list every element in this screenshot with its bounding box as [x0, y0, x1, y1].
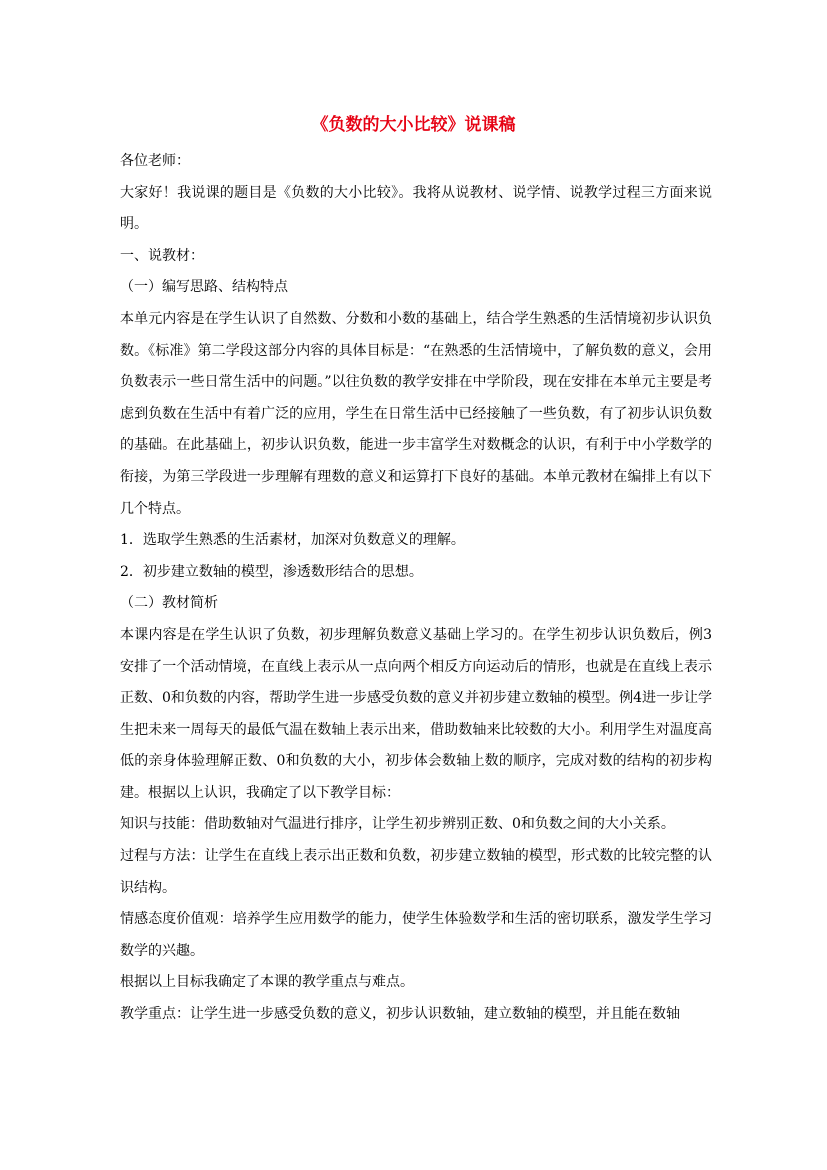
paragraph-focus-intro: 根据以上目标我确定了本课的教学重点与难点。	[120, 974, 414, 991]
list-item-2: 2．初步建立数轴的模型，渗透数形结合的思想。	[120, 563, 423, 580]
paragraph-intro: 大家好！我说课的题目是《负数的大小比较》。我将从说教材、说学情、说教学过程三方面来说明。	[120, 184, 712, 233]
list-item-1: 1．选取学生熟悉的生活素材，加深对负数意义的理解。	[120, 532, 465, 549]
paragraph-lesson-content: 本课内容是在学生认识了负数，初步理解负数意义基础上学习的。在学生初步认识负数后，例3安排了一个活动情境，在直线上表示从一点向两个相反方向运动后的情形，也就是在直线上表示正数、0和负数的内容，帮助学生进一步感受负数的意义并初步建立数轴的模型。例4进一步让学生把未来一周每天的最低气温在数轴上表示出来，借助数轴来比较数的大小。利用学生对温度高低的亲身体验理解正数、0和负数的大小，初步体会数轴上数的顺序，完成对数的结构的初步构建。根据以上认识，我确定了以下教学目标：	[120, 626, 712, 801]
paragraph-unit-content: 本单元内容是在学生认识了自然数、分数和小数的基础上，结合学生熟悉的生活情境初步认识负数。《标准》第二学段这部分内容的具体目标是：“在熟悉的生活情境中，了解负数的意义，会用负数表示一些日常生活中的问题。”以往负数的教学安排在中学阶段，现在安排在本单元主要是考虑到负数在生活中有着广泛的应用，学生在日常生活中已经接触了一些负数，有了初步认识负数的基础。在此基础上，初步认识负数，能进一步丰富学生对数概念的认识，有利于中小学数学的衔接，为第三学段进一步理解有理数的意义和运算打下良好的基础。本单元教材在编排上有以下几个特点。	[120, 310, 712, 517]
paragraph-goal-process: 过程与方法：让学生在直线上表示出正数和负数，初步建立数轴的模型，形式数的比较完整的认识结构。	[120, 848, 712, 896]
document-title: 《负数的大小比较》说课稿	[311, 115, 516, 135]
subsection-heading-structure: （一）编写思路、结构特点	[120, 279, 288, 296]
paragraph-goal-emotion: 情感态度价值观：培养学生应用数学的能力，使学生体验数学和生活的密切联系，激发学生学习数学的兴趣。	[120, 911, 712, 959]
paragraph-teaching-focus: 教学重点：让学生进一步感受负数的意义，初步认识数轴，建立数轴的模型，并且能在数轴	[120, 1006, 680, 1023]
document-body	[120, 146, 712, 1031]
paragraph-goal-knowledge: 知识与技能：借助数轴对气温进行排序，让学生初步辨别正数、0和负数之间的大小关系。	[120, 816, 675, 833]
paragraph-greeting: 各位老师：	[120, 153, 190, 169]
section-heading-textbook: 一、说教材：	[120, 247, 204, 264]
subsection-heading-analysis: （二）教材简析	[120, 595, 218, 612]
